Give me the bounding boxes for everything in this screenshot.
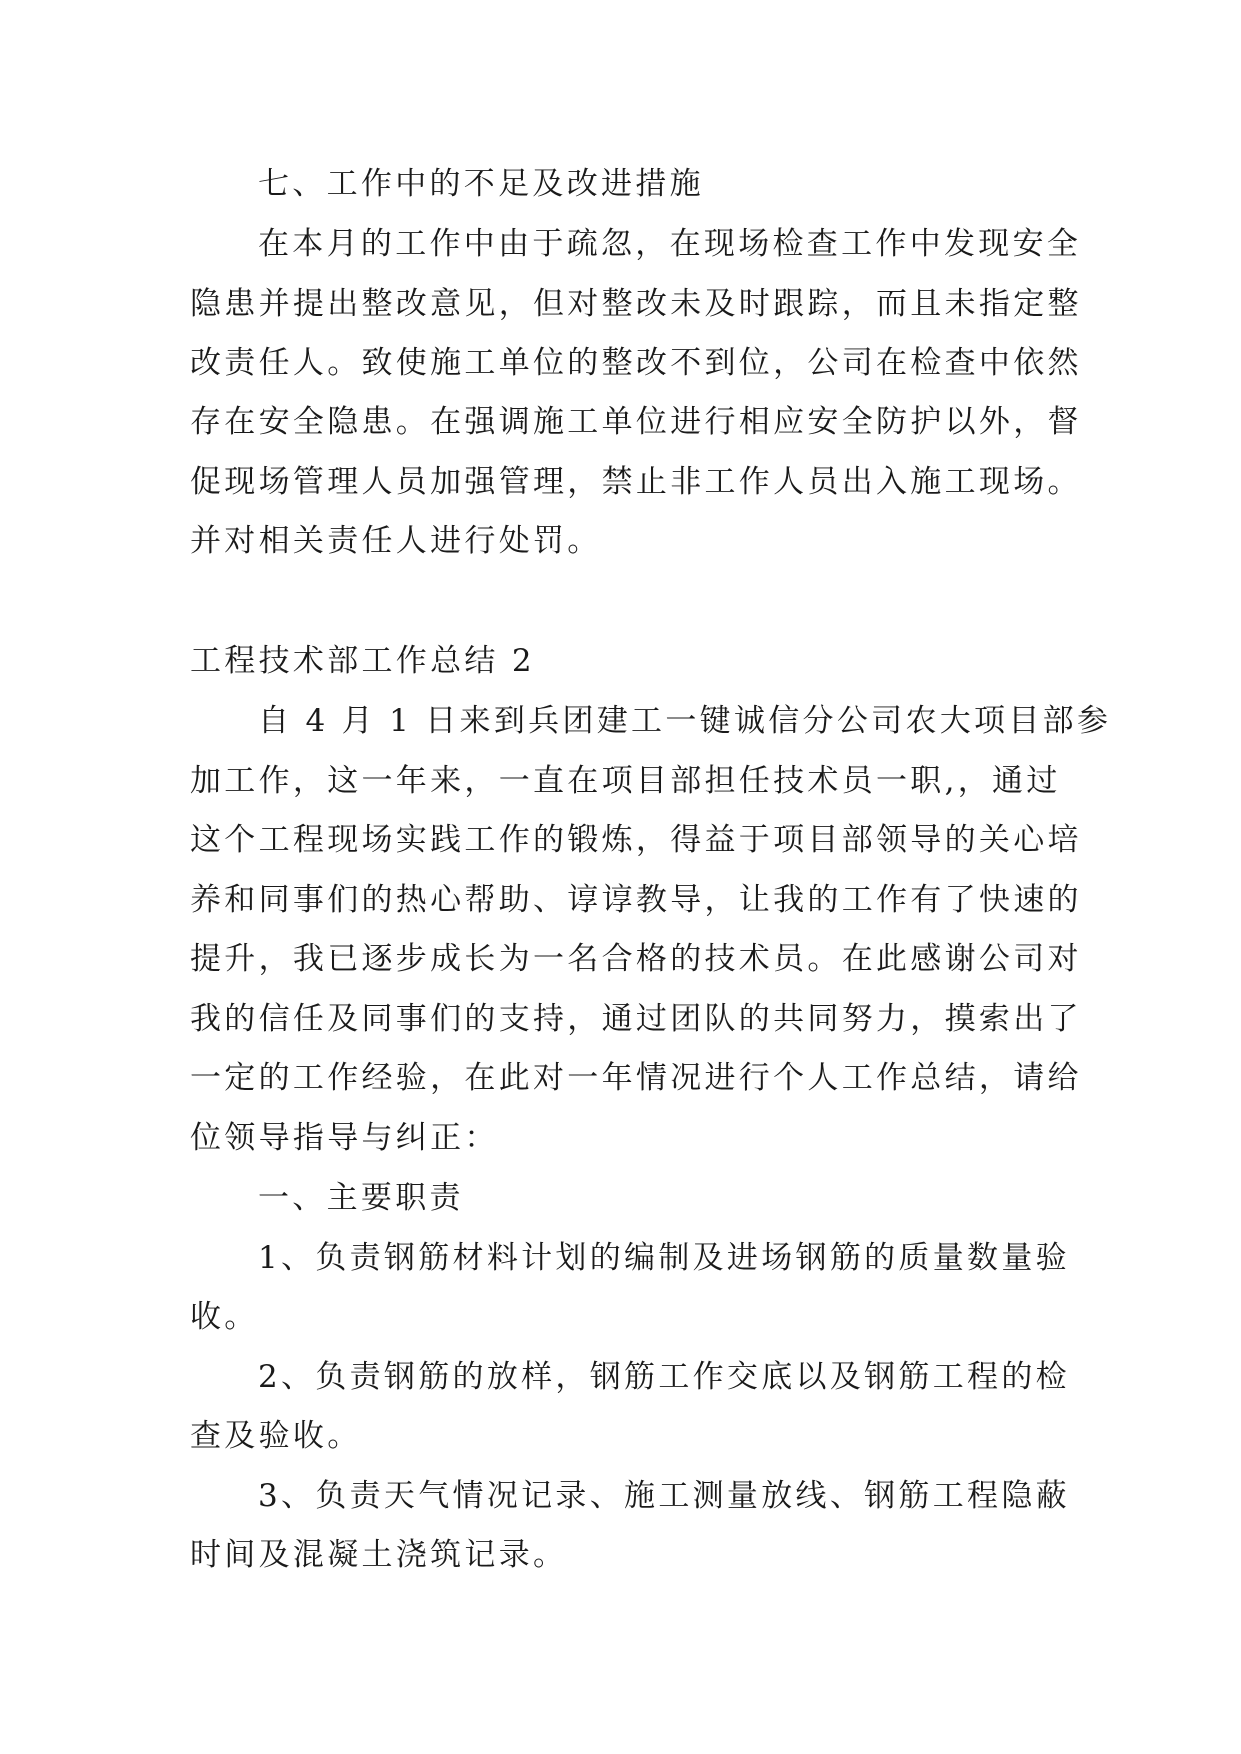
section-heading-improvements: 七、工作中的不足及改进措施 — [258, 166, 704, 202]
paragraph-line: 加工作，这一年来，一直在项目部担任技术员一职,，通过 — [190, 763, 1061, 799]
paragraph-line: 促现场管理人员加强管理，禁止非工作人员出入施工现场。 — [190, 464, 1082, 500]
list-item-duty-3-cont: 时间及混凝土浇筑记录。 — [190, 1537, 568, 1573]
paragraph-line: 我的信任及同事们的支持，通过团队的共同努力，摸索出了 — [190, 1001, 1082, 1037]
section-heading-duties: 一、主要职责 — [258, 1180, 464, 1216]
list-item-duty-1-cont: 收。 — [190, 1299, 259, 1335]
paragraph-line: 存在安全隐患。在强调施工单位进行相应安全防护以外，督 — [190, 404, 1082, 440]
list-item-duty-2-cont: 查及验收。 — [190, 1418, 362, 1454]
paragraph-line: 改责任人。致使施工单位的整改不到位，公司在检查中依然 — [190, 345, 1082, 381]
document-section-title: 工程技术部工作总结 2 — [190, 643, 535, 679]
list-item-duty-3: 3、负责天气情况记录、施工测量放线、钢筋工程隐蔽 — [258, 1478, 1070, 1514]
paragraph-line: 这个工程现场实践工作的锻炼，得益于项目部领导的关心培 — [190, 822, 1082, 858]
paragraph-line: 并对相关责任人进行处罚。 — [190, 523, 602, 559]
paragraph-line: 一定的工作经验，在此对一年情况进行个人工作总结，请给 — [190, 1060, 1082, 1096]
paragraph-line: 在本月的工作中由于疏忽，在现场检查工作中发现安全 — [258, 226, 1082, 262]
paragraph-line: 自 4 月 1 日来到兵团建工一键诚信分公司农大项目部参 — [258, 703, 1112, 739]
paragraph-line: 隐患并提出整改意见，但对整改未及时跟踪，而且未指定整 — [190, 286, 1082, 322]
list-item-duty-2: 2、负责钢筋的放样，钢筋工作交底以及钢筋工程的检 — [258, 1359, 1070, 1395]
paragraph-line: 提升，我已逐步成长为一名合格的技术员。在此感谢公司对 — [190, 941, 1082, 977]
paragraph-line: 位领导指导与纠正： — [190, 1120, 499, 1156]
paragraph-line: 养和同事们的热心帮助、谆谆教导，让我的工作有了快速的 — [190, 882, 1082, 918]
list-item-duty-1: 1、负责钢筋材料计划的编制及进场钢筋的质量数量验 — [258, 1240, 1070, 1276]
